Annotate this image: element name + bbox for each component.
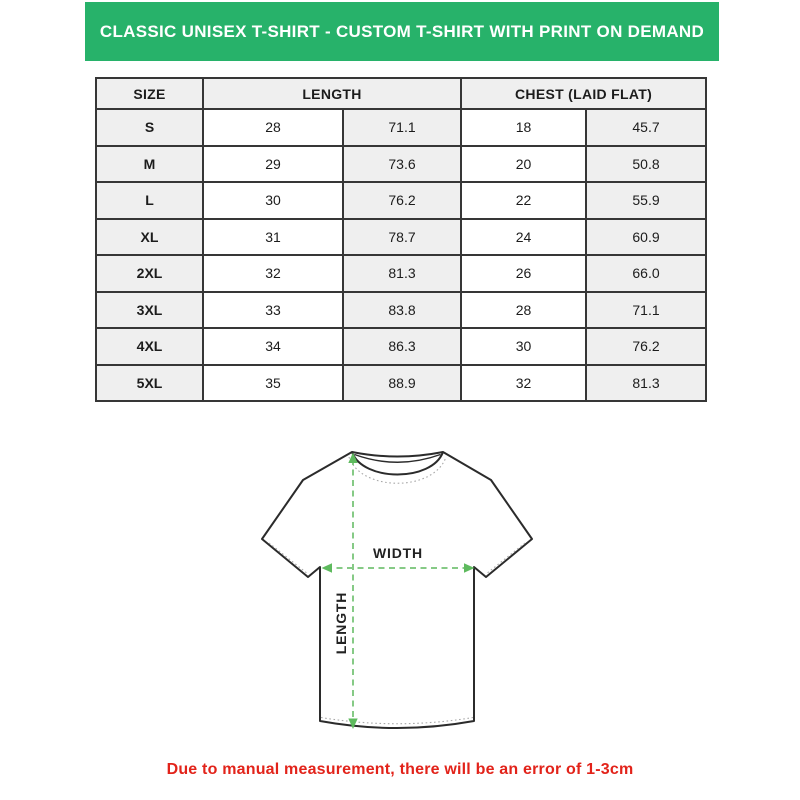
size-label: 3XL — [96, 292, 203, 329]
size-label: M — [96, 146, 203, 183]
length-in: 30 — [203, 182, 343, 219]
note-text: Due to manual measurement, there will be an error of 1-3cm — [166, 761, 634, 778]
chest-cm: 81.3 — [586, 365, 706, 402]
chest-in: 20 — [461, 146, 586, 183]
length-cm: 81.3 — [343, 255, 461, 292]
size-label: XL — [96, 219, 203, 256]
table-row — [96, 182, 706, 219]
length-in: 29 — [203, 146, 343, 183]
col-header-chest: CHEST (LAID FLAT) — [461, 78, 706, 109]
chest-in: 30 — [461, 328, 586, 365]
chest-in: 26 — [461, 255, 586, 292]
chest-cm: 45.7 — [586, 109, 706, 146]
length-in: 31 — [203, 219, 343, 256]
title-banner — [85, 2, 719, 61]
chest-in: 32 — [461, 365, 586, 402]
table-row — [96, 109, 706, 146]
length-in: 28 — [203, 109, 343, 146]
tshirt-measurement-diagram — [258, 444, 536, 736]
length-cm: 86.3 — [343, 328, 461, 365]
length-label: LENGTH — [333, 591, 349, 655]
table-row — [96, 365, 706, 402]
length-cm: 76.2 — [343, 182, 461, 219]
chest-cm: 60.9 — [586, 219, 706, 256]
chest-cm: 71.1 — [586, 292, 706, 329]
size-label: 2XL — [96, 255, 203, 292]
chest-cm: 66.0 — [586, 255, 706, 292]
size-label: S — [96, 109, 203, 146]
col-header-length: LENGTH — [203, 78, 461, 109]
length-in: 32 — [203, 255, 343, 292]
chest-in: 24 — [461, 219, 586, 256]
header-row — [96, 78, 706, 109]
col-header-size: SIZE — [96, 78, 203, 109]
size-table-header — [96, 78, 706, 109]
size-table — [95, 77, 707, 402]
measurement-error-note — [0, 761, 800, 779]
size-label: 5XL — [96, 365, 203, 402]
chest-cm: 55.9 — [586, 182, 706, 219]
length-cm: 78.7 — [343, 219, 461, 256]
size-label: 4XL — [96, 328, 203, 365]
table-row — [96, 219, 706, 256]
size-label: L — [96, 182, 203, 219]
size-table-body — [96, 109, 706, 401]
tshirt-outline — [262, 452, 532, 728]
table-row — [96, 255, 706, 292]
table-row — [96, 328, 706, 365]
chest-in: 28 — [461, 292, 586, 329]
chest-cm: 50.8 — [586, 146, 706, 183]
page-title: CLASSIC UNISEX T-SHIRT - CUSTOM T-SHIRT WITH PRINT ON DEMAND — [99, 21, 705, 41]
length-in: 34 — [203, 328, 343, 365]
table-row — [96, 292, 706, 329]
chest-in: 22 — [461, 182, 586, 219]
length-cm: 71.1 — [343, 109, 461, 146]
length-cm: 73.6 — [343, 146, 461, 183]
length-in: 35 — [203, 365, 343, 402]
width-label: WIDTH — [373, 545, 423, 561]
table-row — [96, 146, 706, 183]
tshirt-icon — [258, 444, 536, 736]
length-in: 33 — [203, 292, 343, 329]
length-cm: 83.8 — [343, 292, 461, 329]
length-cm: 88.9 — [343, 365, 461, 402]
chest-in: 18 — [461, 109, 586, 146]
chest-cm: 76.2 — [586, 328, 706, 365]
